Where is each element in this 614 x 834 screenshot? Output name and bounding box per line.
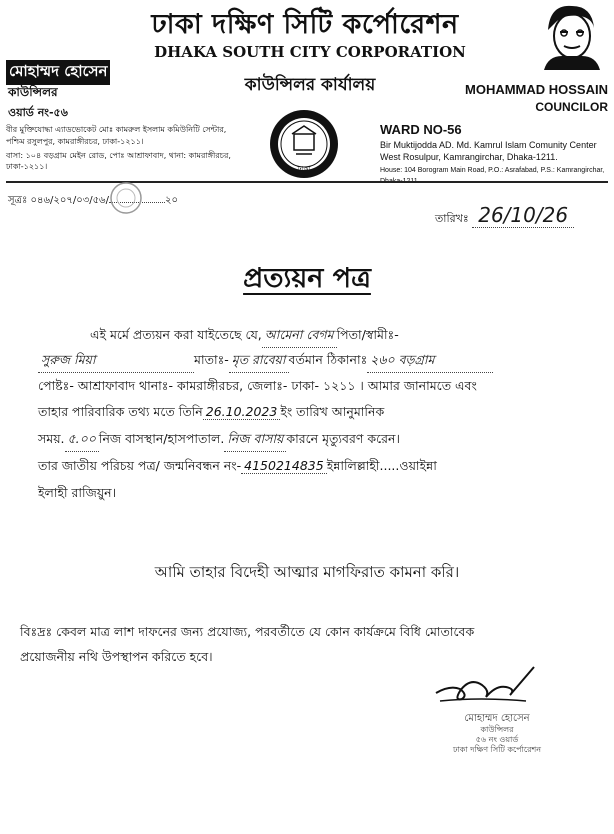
death-time: ৫.০০ [65,431,99,452]
present-address: ২৬০ বড়গ্রাম [367,352,493,373]
ward-number-english: WARD NO-56 [380,122,462,137]
seal-text: ঢাকা [297,165,311,173]
councilor-name-bangla: মোহাম্মদ হোসেন [6,60,110,85]
national-id-number: 4150214835 [241,458,327,474]
body-line-2: সুরুজ মিয়া মাতাঃ- মৃত রাবেয়া বর্তমান ঠিকানাঃ ২৬০ বড়গ্রাম [38,352,493,373]
address-english-line-2: West Rosulpur, Kamrangirchar, Dhaka-1211. [380,152,558,162]
prayer-statement: আমি তাহার বিদেহী আত্মার মাগফিরাত কামনা করি। [154,563,460,581]
father-name: সুরুজ মিয়া [38,352,194,373]
body-line-6: তার জাতীয় পরিচয় পত্র/ জন্মনিবন্ধন নং- 4150214835 ইন্নালিল্লাহী.....ওয়াইন্না [38,458,437,473]
councilor-title-english: COUNCILOR [535,100,608,114]
address-bangla-line-2: পশ্চিম রসুলপুর, কামরাঙ্গীরচর, ঢাকা-১২১১। [6,137,144,146]
founder-portrait-icon [534,0,606,70]
note-line-1: বিঃদ্রঃ কেবল মাত্র লাশ দাফনের জন্য প্রযোজ্য, পরবর্তীতে যে কোন কার্যক্রমে বিধি মোতাবেক [20,624,475,639]
body-line-5: সময়. ৫.০০ নিজ বাসস্থান/হাসপাতাল. নিজ বাসায় কারনে মৃত্যুবরণ করেন। [38,431,400,452]
body-line-4: তাহার পারিবারিক তথ্য মতে তিনি 26.10.2023 ইং তারিখ আনুমানিক [38,404,385,419]
body-line-1: এই মর্মে প্রত্যয়ন করা যাইতেছে যে, আমেনা বেগম পিতা/স্বামীঃ- [90,327,399,348]
signatory-role: কাউন্সিলর [480,725,514,734]
address-english-line-1: Bir Muktijodda AD. Md. Kamrul Islam Comunity Center [380,140,597,150]
signatory-name: মোহাম্মদ হোসেন [464,713,530,724]
address-bangla-line-3: বাসা: ১০৪ বড়গ্রাম মেইন রোড, পোঃ আশ্রাফাবাদ, থানা: কামরাঙ্গীরচর, ঢাকা-১২১১। [6,151,231,171]
councilor-title-bangla: কাউন্সিলর [8,85,58,99]
signature-icon [430,655,540,709]
organization-name-bangla: ঢাকা দক্ষিণ সিটি কর্পোরেশন [151,9,459,40]
body-line-7: ইলাহী রাজিয়ুন। [38,485,117,500]
councilor-name-english: MOHAMMAD HOSSAIN [465,82,608,97]
body-line-3: পোষ্টঃ- আশ্রাফাবাদ থানাঃ- কামরাঙ্গীরচর, জেলাঃ- ঢাকা- ১২১১ । আমার জানামতে এবং [38,378,477,393]
signatory-organization: ঢাকা দক্ষিণ সিটি কর্পোরেশন [452,745,542,754]
header-divider [6,181,608,183]
address-english-line-3: House: 104 Borogram Main Road, P.O.: Asrafabad, P.S.: Kamrangirchar, Dhaka-1211 [380,167,605,185]
organization-name-english: DHAKA SOUTH CITY CORPORATION [154,43,466,61]
deceased-name: আমেনা বেগম [262,327,337,348]
date-value: 26/10/26 [472,203,574,228]
death-place: নিজ বাসায় [224,431,286,452]
ward-number-bangla: ওয়ার্ড নং-৫৬ [8,106,68,119]
address-bangla-line-1: বীর মুক্তিযোদ্ধা এ্যাডভোকেট মোঃ কামরুল ইসলাম কমিউনিটি সেন্টার, [6,125,227,134]
faint-stamp-icon [100,180,152,216]
office-name-bangla: কাউন্সিলর কার্যালয় [244,75,376,95]
date-field: তারিখঃ 26/10/26 [435,203,574,229]
death-date: 26.10.2023 [203,404,281,420]
document-title: প্রত্যয়ন পত্র [243,263,371,294]
signatory-ward: ৫৬ নং ওয়ার্ড [475,735,519,744]
mother-name: মৃত রাবেয়া [229,352,289,373]
note-line-2: প্রয়োজনীয় নথি উপস্থাপন করিতে হবে। [20,649,213,664]
reference-number: সূত্রঃ ০৪৬/২০৭/০৩/৫৬/ ২০ [8,195,178,206]
